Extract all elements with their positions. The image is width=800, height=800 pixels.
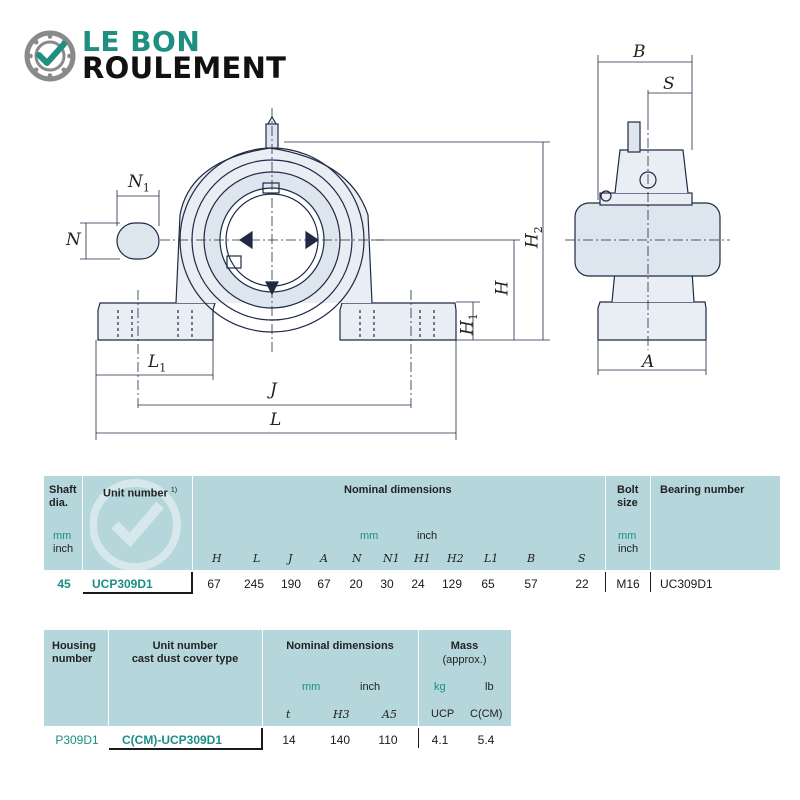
value-s: 22 <box>575 577 589 591</box>
bolt-value: M16 <box>616 577 640 591</box>
col-h1: H1 <box>414 552 431 565</box>
col-l: L <box>253 552 261 565</box>
col-a5: A5 <box>382 708 397 721</box>
col-a: A <box>320 552 328 565</box>
housing-number-value: P309D1 <box>55 733 99 747</box>
col-t: t <box>286 708 291 721</box>
value-h3: 140 <box>329 733 351 747</box>
header-nominal-dimensions: Nominal dimensions <box>344 484 452 496</box>
header-unit-number: Unit number $^{1)}$ <box>103 487 178 500</box>
value-a: 67 <box>317 577 331 591</box>
col-ccm: C(CM) <box>470 708 503 720</box>
col-b: B <box>527 552 536 565</box>
value-l: 245 <box>243 577 265 591</box>
header-nominal-dimensions-2: Nominal dimensions <box>286 640 394 652</box>
header-unit-number-2: Unit number cast dust cover type <box>131 640 239 665</box>
value-t: 14 <box>282 733 296 747</box>
value-b: 57 <box>524 577 538 591</box>
header-shaft-dia: Shaft dia. <box>49 484 77 509</box>
header-mass: Mass <box>450 640 479 652</box>
header-nominal-inch-2: inch <box>360 681 381 693</box>
value-n: 20 <box>349 577 363 591</box>
col-ucp: UCP <box>431 708 455 720</box>
header-nominal-mm-2: mm <box>302 681 321 693</box>
header-bearing-number: Bearing number <box>660 484 745 496</box>
header-lb: lb <box>485 681 494 693</box>
value-l1: 65 <box>481 577 495 591</box>
dim-label-b: B <box>633 42 646 62</box>
value-j: 190 <box>280 577 302 591</box>
dim-label-a: A <box>642 352 655 372</box>
dim-label-s: S <box>663 74 675 94</box>
dim-label-h1: $H_1$ <box>457 313 481 336</box>
col-j: J <box>288 552 293 565</box>
header-bolt-inch: inch <box>618 543 639 555</box>
header-nominal-mm: mm <box>360 530 379 542</box>
value-a5: 110 <box>378 733 398 747</box>
col-s: S <box>578 552 586 565</box>
header-shaft-inch: inch <box>53 543 74 555</box>
header-mass-approx: (approx.) <box>442 654 487 666</box>
col-h3: H3 <box>333 708 350 721</box>
col-n1: N1 <box>383 552 400 565</box>
value-h2: 129 <box>441 577 463 591</box>
col-h: H <box>212 552 222 565</box>
dim-label-l: L <box>270 410 282 430</box>
header-bolt-mm: mm <box>618 530 637 542</box>
shaft-value: 45 <box>57 577 71 591</box>
header-housing-number: Housing number <box>52 640 96 665</box>
value-h1: 24 <box>411 577 425 591</box>
col-l1: L1 <box>484 552 499 565</box>
mass-kg-value: 4.1 <box>431 733 449 747</box>
dim-label-j: J <box>270 380 277 400</box>
value-h: 67 <box>207 577 221 591</box>
mass-lb-value: 5.4 <box>477 733 495 747</box>
col-h2: H2 <box>447 552 464 565</box>
header-bolt-size: Bolt size <box>617 484 639 509</box>
dim-label-h: H <box>492 280 513 296</box>
header-nominal-inch: inch <box>417 530 438 542</box>
dim-label-n: N <box>66 230 81 250</box>
bearing-number-value: UC309D1 <box>660 577 713 591</box>
dim-label-n1: $N_1$ <box>128 172 150 195</box>
header-kg: kg <box>434 681 446 693</box>
dim-label-l1: $L_1$ <box>148 352 167 375</box>
unit-number-value-2: C(CM)-UCP309D1 <box>122 733 223 747</box>
col-n: N <box>352 552 362 565</box>
value-n1: 30 <box>380 577 394 591</box>
dim-label-h2: $H_2$ <box>522 226 546 249</box>
logo-text-bottom: ROULEMENT <box>82 51 287 85</box>
unit-number-value: UCP309D1 <box>92 577 153 591</box>
header-shaft-mm: mm <box>53 530 72 542</box>
logo-text-top: LE BON <box>82 25 201 58</box>
